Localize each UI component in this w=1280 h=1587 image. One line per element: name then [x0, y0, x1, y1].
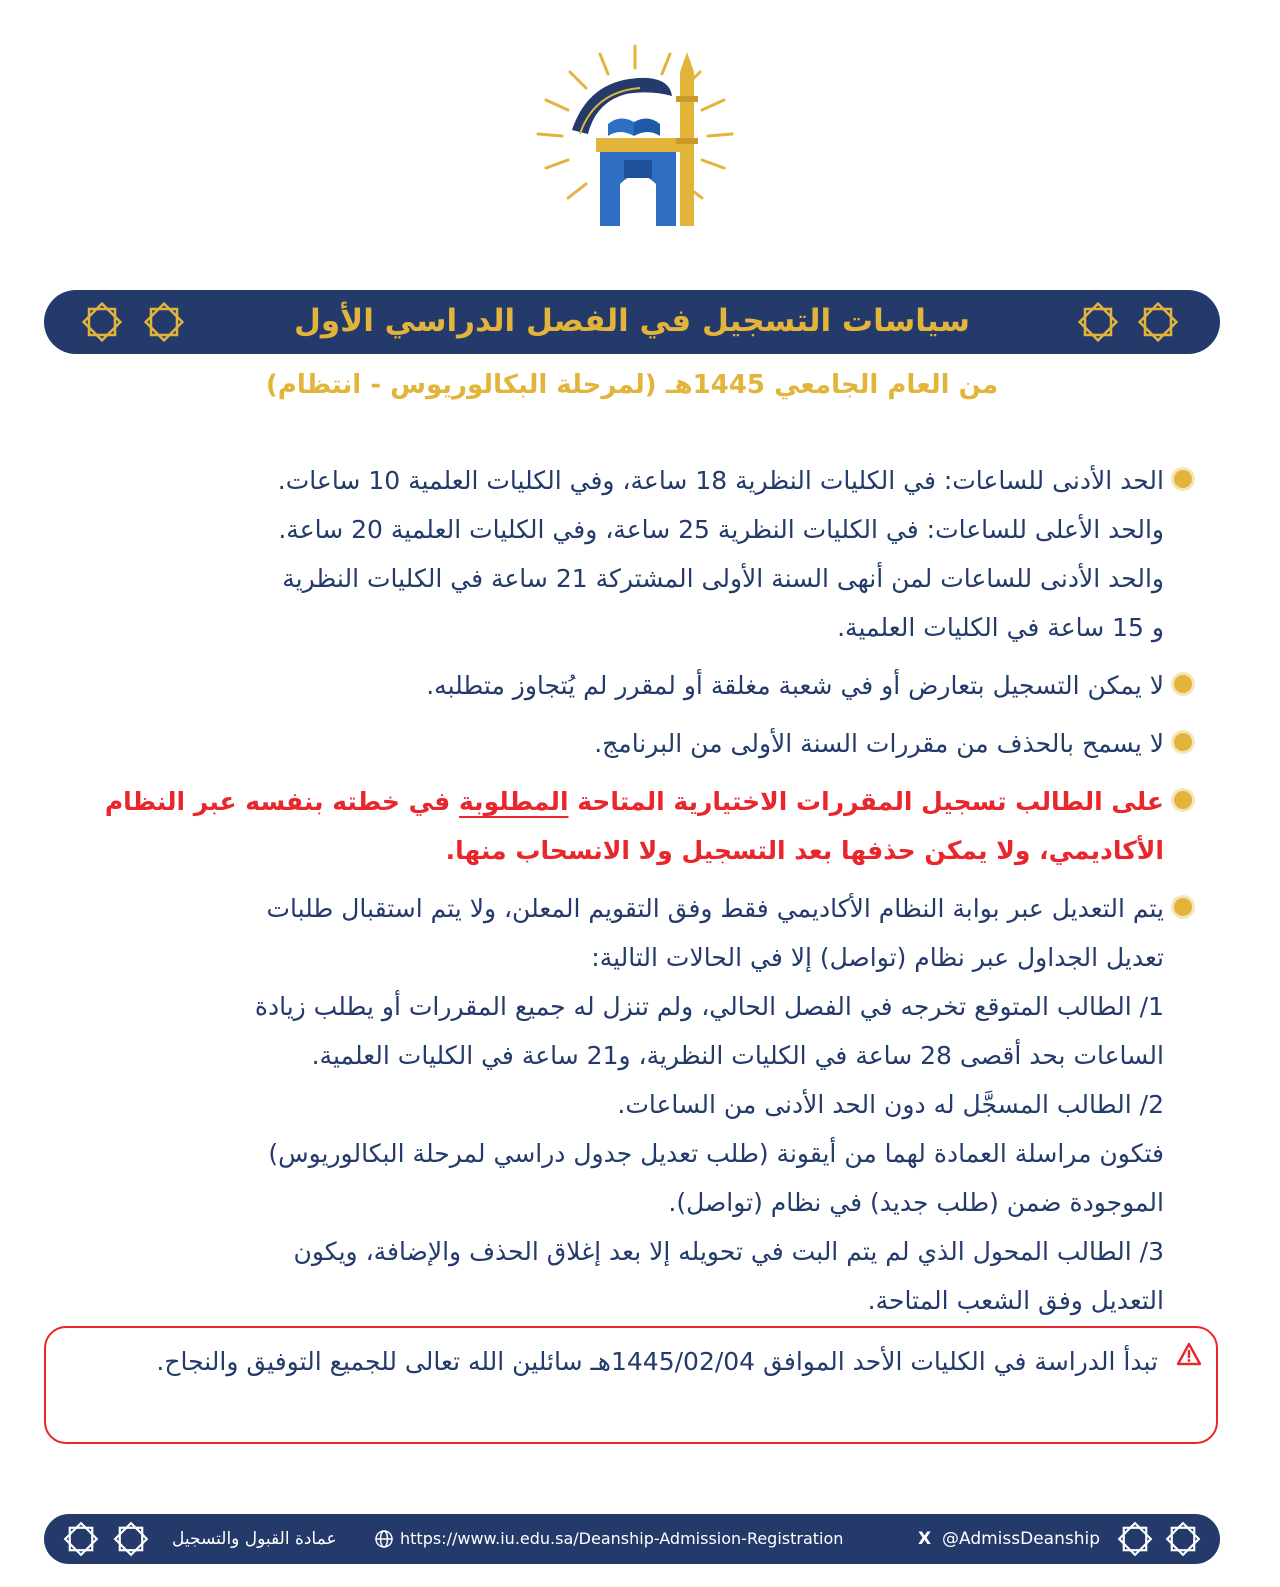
octagram-star-icon — [1076, 300, 1120, 344]
highlight-text: في خطته بنفسه عبر النظام — [104, 787, 460, 816]
university-emblem-icon — [530, 38, 740, 238]
policy-line: فتكون مراسلة العمادة لهما من أيقونة (طلب تعديل جدول دراسي لمرحلة البكالوريوس) — [268, 1139, 1164, 1168]
deanship-name: عمادة القبول والتسجيل — [172, 1529, 337, 1549]
policy-line: والحد الأعلى للساعات: في الكليات النظرية 25 ساعة، وفي الكليات العلمية 20 ساعة. — [278, 515, 1164, 544]
policy-line: لا يمكن التسجيل بتعارض أو في شعبة مغلقة أو لمقرر لم يُتجاوز متطلبه. — [426, 671, 1164, 700]
policy-line: 1/ الطالب المتوقع تخرجه في الفصل الحالي، ولم تنزل له جميع المقررات أو يطلب زيادة — [254, 992, 1164, 1021]
bullet-dot-icon — [1174, 733, 1192, 751]
policy-line: الساعات بحد أقصى 28 ساعة في الكليات النظرية، و21 ساعة في الكليات العلمية. — [311, 1041, 1164, 1070]
website-link[interactable]: https://www.iu.edu.sa/Deanship-Admission-Registration — [400, 1529, 844, 1548]
bullet-dot-icon — [1174, 791, 1192, 809]
policy-line: الموجودة ضمن (طلب جديد) في نظام (تواصل). — [668, 1188, 1164, 1217]
highlight-text: على الطالب تسجيل المقررات الاختيارية المتاحة — [568, 787, 1164, 816]
policy-line: 2/ الطالب المسجَّل له دون الحد الأدنى من الساعات. — [617, 1090, 1164, 1119]
start-date-notice — [44, 1326, 1218, 1444]
policy-line: 3/ الطالب المحول الذي لم يتم البت في تحويله إلا بعد إغلاق الحذف والإضافة، ويكون — [293, 1237, 1164, 1266]
policy-item-hours — [40, 456, 1220, 652]
policy-list — [40, 456, 1220, 1334]
policy-line: و 15 ساعة في الكليات العلمية. — [837, 613, 1164, 642]
x-handle-link[interactable]: @AdmissDeanship — [942, 1529, 1101, 1549]
page-subtitle: من العام الجامعي 1445هـ (لمرحلة البكالوريوس - انتظام) — [265, 370, 999, 400]
warning-triangle-icon — [1176, 1342, 1202, 1366]
policy-item-modification — [40, 884, 1220, 1325]
octagram-star-icon — [1136, 300, 1180, 344]
octagram-star-icon — [112, 1520, 150, 1558]
octagram-star-icon — [62, 1520, 100, 1558]
bullet-dot-icon — [1174, 675, 1192, 693]
octagram-star-icon — [1116, 1520, 1154, 1558]
policy-line: والحد الأدنى للساعات لمن أنهى السنة الأولى المشتركة 21 ساعة في الكليات النظرية — [282, 564, 1164, 593]
policy-line: لا يسمح بالحذف من مقررات السنة الأولى من البرنامج. — [594, 729, 1164, 758]
title-banner — [44, 290, 1220, 354]
x-logo-icon: X — [918, 1529, 932, 1549]
policy-line: تعديل الجداول عبر نظام (تواصل) إلا في الحالات التالية: — [591, 943, 1164, 972]
octagram-star-icon — [1164, 1520, 1202, 1558]
policy-line: الحد الأدنى للساعات: في الكليات النظرية 18 ساعة، وفي الكليات العلمية 10 ساعات. — [277, 466, 1164, 495]
policy-line-highlight — [40, 777, 1164, 826]
policy-line: يتم التعديل عبر بوابة النظام الأكاديمي فقط وفق التقويم المعلن، ولا يتم استقبال طلبات — [266, 894, 1164, 923]
policy-line-highlight: الأكاديمي، ولا يمكن حذفها بعد التسجيل ولا الانسحاب منها. — [445, 836, 1164, 865]
policy-line: التعديل وفق الشعب المتاحة. — [867, 1286, 1164, 1315]
policy-item-no-drop — [40, 719, 1220, 768]
policy-item-conflict — [40, 661, 1220, 710]
notice-text: تبدأ الدراسة في الكليات الأحد الموافق 1445/02/04هـ سائلين الله تعالى للجميع التوفيق والنجاح. — [156, 1347, 1158, 1376]
bullet-dot-icon — [1174, 898, 1192, 916]
policy-item-electives — [40, 777, 1220, 875]
globe-icon — [374, 1529, 394, 1549]
footer-bar — [44, 1514, 1220, 1564]
page-title: سياسات التسجيل في الفصل الدراسي الأول — [294, 303, 970, 339]
underlined-word: المطلوبة — [459, 787, 569, 816]
bullet-dot-icon — [1174, 470, 1192, 488]
